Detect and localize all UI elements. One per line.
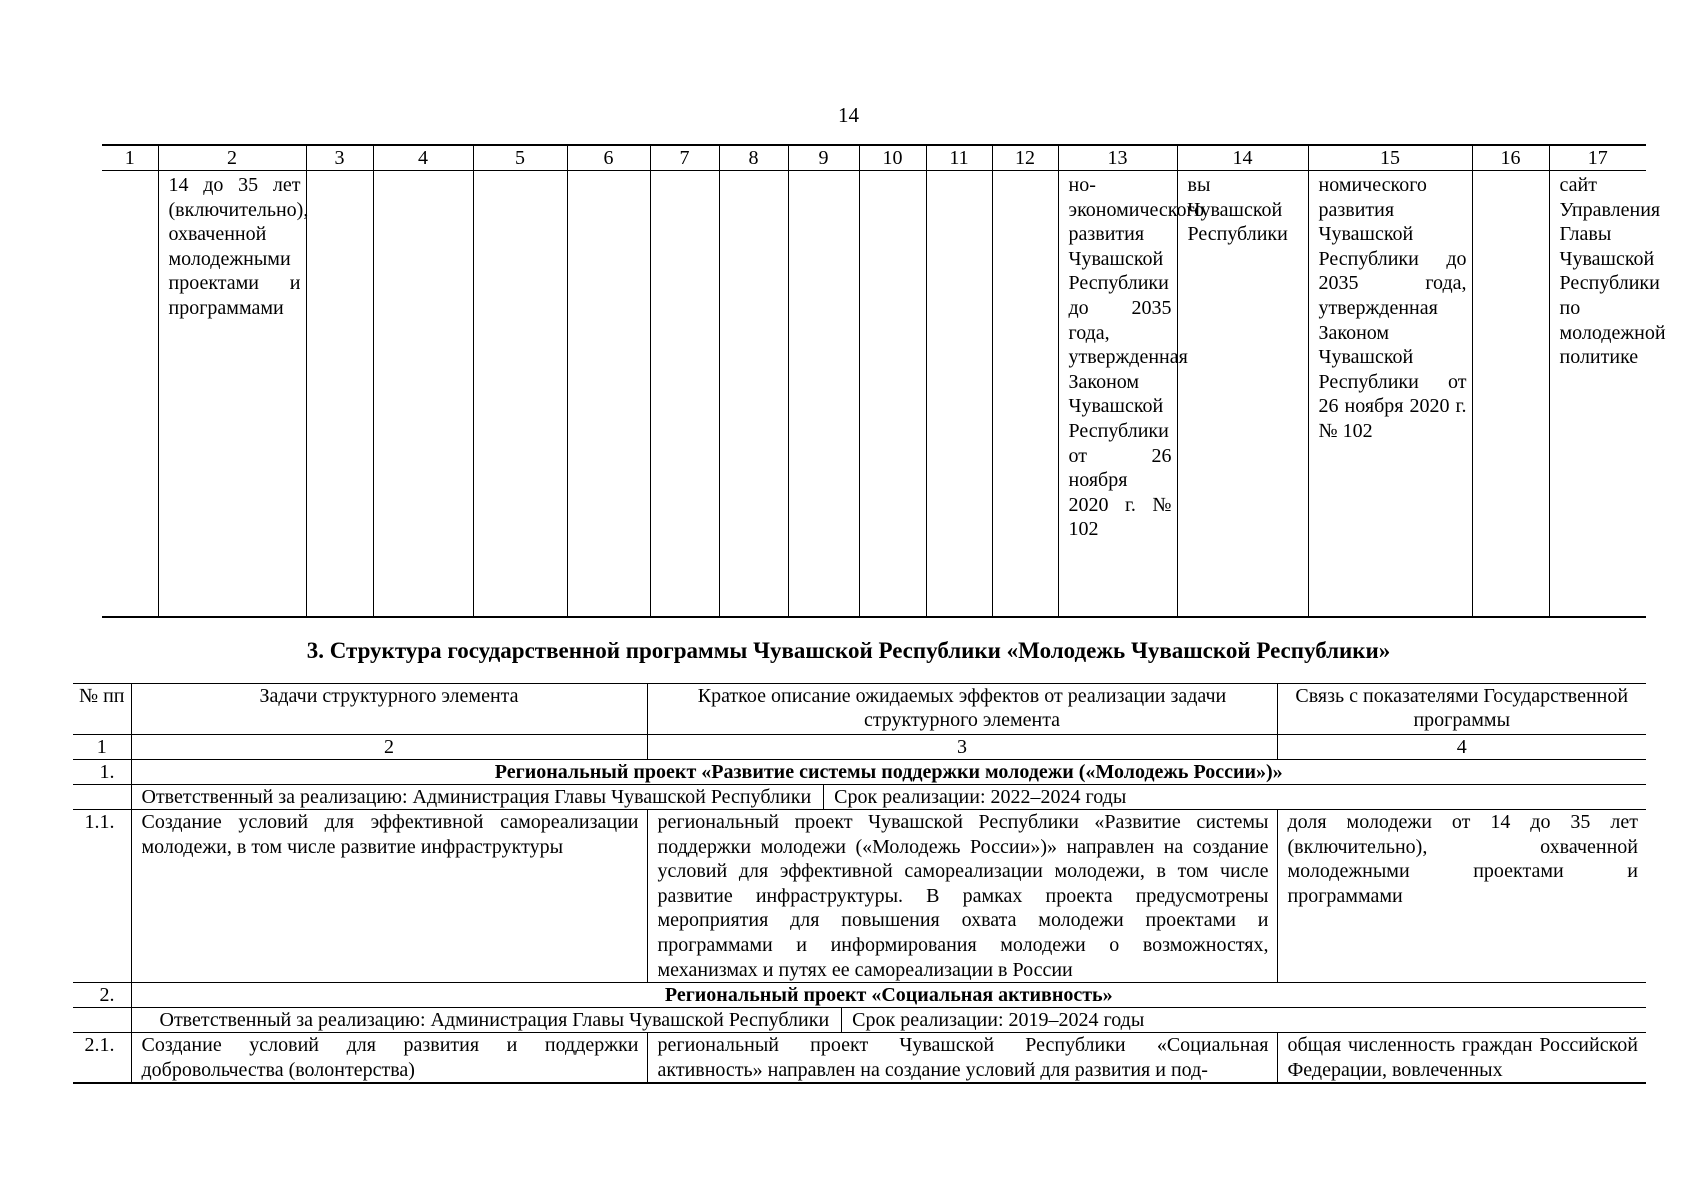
structure-table [73, 683, 1646, 1084]
table-cell [788, 171, 859, 618]
continuation-table [102, 144, 1666, 618]
header-row [73, 684, 1646, 735]
header-cell-indicators: Связь с показателями Государственной программы [1277, 684, 1646, 735]
column-number: 15 [1308, 145, 1472, 171]
indicator-cell: 14 до 35 лет (включительно), охваченной молодежными проектами и программами [158, 171, 306, 618]
table-cell [473, 171, 567, 618]
table-cell [1472, 171, 1549, 618]
responsible-row [73, 1008, 1646, 1033]
column-number: 9 [788, 145, 859, 171]
task-description: Создание условий для развития и поддержки добровольчества (волонтерства) [131, 1033, 647, 1084]
header-cell-effects: Краткое описание ожидаемых эффектов от реализации задачи структурного элемента [647, 684, 1277, 735]
column-number: 10 [859, 145, 926, 171]
responsible-cell [131, 1008, 1646, 1033]
column-number: 8 [719, 145, 788, 171]
project-title: Региональный проект «Развитие системы поддержки молодежи («Молодежь России»)» [131, 760, 1646, 785]
column-number: 12 [992, 145, 1058, 171]
responsible-text: Ответственный за реализацию: Администрация Главы Чувашской Республики [141, 786, 812, 808]
column-number: 13 [1058, 145, 1177, 171]
responsible-text: Ответственный за реализацию: Администрация Главы Чувашской Республики [159, 1009, 830, 1032]
responsible-row [73, 785, 1646, 810]
project-index: 1. [73, 760, 131, 785]
task-description: Создание условий для эффективной самореализации молодежи, в том числе развитие инфраструктуры [131, 810, 647, 983]
page-number: 14 [838, 103, 859, 127]
responsible-cell [131, 785, 1646, 810]
header-cell-number: № пп [73, 684, 131, 735]
task-indicators: общая численность граждан Российской Федерации, вовлеченных [1277, 1033, 1646, 1084]
column-number-row [73, 735, 1646, 760]
header-cell-tasks: Задачи структурного элемента [131, 684, 647, 735]
table-cell [719, 171, 788, 618]
task-effects: региональный проект Чувашской Республики «Развитие системы поддержки молодежи («Молодежь России»)» направлен на создание условий для эффективной самореализации молодежи, в том числе развитие инфраструктуры. В рамках проекта предусмотрены мероприятия для повышения охвата молодежи проектами и программами и информирования молодежи о возможностях, механизмах и путях ее самореализации в России [647, 810, 1277, 983]
source-cell: сайт Управления Главы Чувашской Республики по молодежной политике [1549, 171, 1646, 618]
column-number: 4 [1277, 735, 1646, 760]
column-number: 16 [1472, 145, 1549, 171]
column-number: 3 [647, 735, 1277, 760]
column-number: 1 [73, 735, 131, 760]
column-number: 2 [131, 735, 647, 760]
task-index: 1.1. [73, 810, 131, 983]
column-number: 1 [102, 145, 158, 171]
task-row [73, 810, 1646, 983]
table-cell [102, 171, 158, 618]
task-index: 2.1. [73, 1033, 131, 1084]
task-row [73, 1033, 1646, 1084]
table-cell [859, 171, 926, 618]
table-cell [373, 171, 473, 618]
column-number: 3 [306, 145, 373, 171]
column-number: 7 [650, 145, 719, 171]
column-number: 14 [1177, 145, 1308, 171]
empty-cell [73, 785, 131, 810]
column-number: 17 [1549, 145, 1646, 171]
empty-cell [73, 1008, 131, 1033]
task-effects: региональный проект Чувашской Республики «Социальная активность» направлен на создание условий для развития и под- [647, 1033, 1277, 1084]
project-row [73, 983, 1646, 1008]
project-index: 2. [73, 983, 131, 1008]
authority-cell: вы Чувашской Республики [1177, 171, 1308, 618]
strategy-document-cell: номического развития Чувашской Республики до 2035 года, утвержденная Законом Чувашской Республики от 26 ноября 2020 г. № 102 [1308, 171, 1472, 618]
column-number-row [102, 145, 1646, 171]
period-text: Срок реализации: 2022–2024 годы [834, 786, 1127, 808]
column-number: 11 [926, 145, 992, 171]
table-row [102, 171, 1646, 618]
column-number: 2 [158, 145, 306, 171]
column-number: 4 [373, 145, 473, 171]
divider [841, 1008, 842, 1032]
table-cell [650, 171, 719, 618]
project-row [73, 760, 1646, 785]
table-cell [306, 171, 373, 618]
strategy-document-cell: но-экономического развития Чувашской Республики до 2035 года, утвержденная Законом Чувашской Республики от 26 ноября 2020 г. № 102 [1058, 171, 1177, 618]
divider [823, 785, 824, 809]
section-title: 3. Структура государственной программы Чувашской Республики «Молодежь Чувашской Республики» [306, 638, 1391, 663]
table-cell [926, 171, 992, 618]
column-number: 6 [567, 145, 650, 171]
task-indicators: доля молодежи от 14 до 35 лет (включительно), охваченной молодежными проектами и программами [1277, 810, 1646, 983]
period-text: Срок реализации: 2019–2024 годы [852, 1009, 1145, 1032]
column-number: 5 [473, 145, 567, 171]
table-cell [567, 171, 650, 618]
project-title: Региональный проект «Социальная активность» [131, 983, 1646, 1008]
table-cell [992, 171, 1058, 618]
